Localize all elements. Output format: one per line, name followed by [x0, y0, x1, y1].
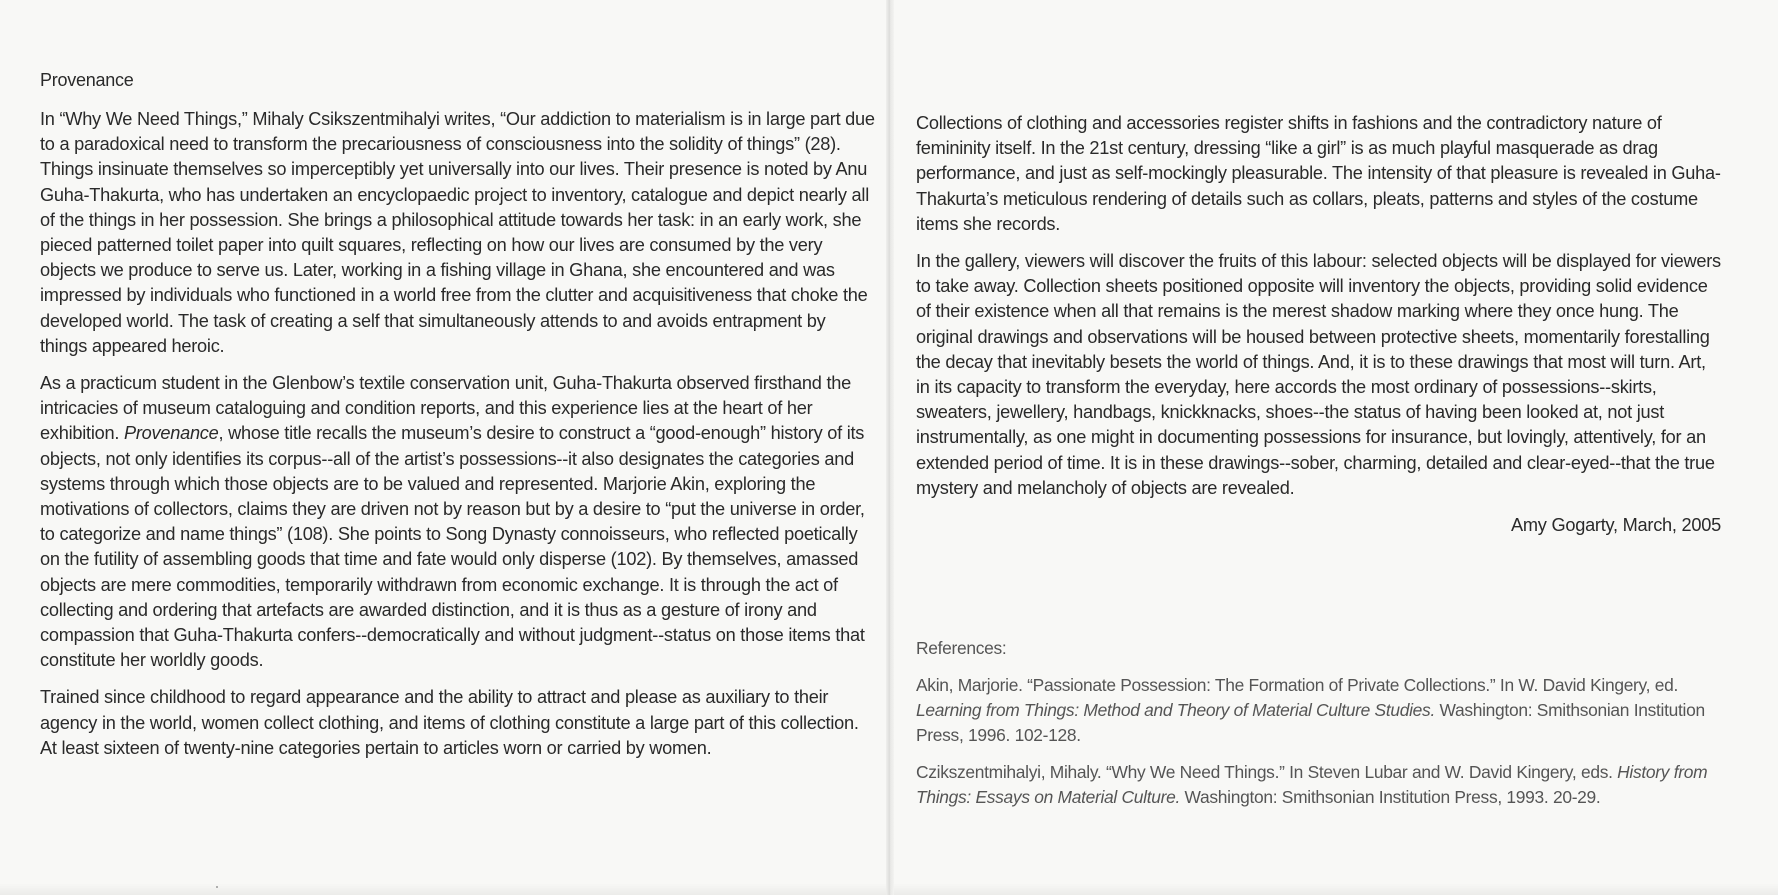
essay-paragraph-1: In “Why We Need Things,” Mihaly Csikszentmihalyi writes, “Our addiction to materialism is in large part due to a paradoxical need to transform the precariousness of consciousness into the solidity of things” (28). Things insinuate themselves so imperceptibly yet universally into our lives. Their presence is noted by Anu Guha-Thakurta, who has undertaken an encyclopaedic project to inventory, catalogue and depict nearly all of the things in her possession. She brings a philosophical attitude towards her task: in an early work, she pieced patterned toilet paper into quilt squares, reflecting on how our lives are consumed by the very objects we produce to serve us. Later, working in a fishing village in Ghana, she encountered and was impressed by individuals who functioned in a world free from the clutter and acquisitiveness that choke the developed world. The task of creating a self that simultaneously attends to and avoids entrapment by things appeared heroic.: [40, 109, 875, 356]
page-edge-shadow: [0, 883, 888, 895]
reference-text: Akin, Marjorie. “Passionate Possession: The Formation of Private Collections.” In W. David Kingery, ed.: [916, 675, 1678, 695]
reference-item: [916, 760, 1721, 810]
reference-book-title: Learning from Things: Method and Theory of Material Culture Studies.: [916, 700, 1435, 720]
essay-paragraph-5: In the gallery, viewers will discover the fruits of this labour: selected objects will be displayed for viewers to take away. Collection sheets positioned opposite will inventory the objects, providing solid evidence of their existence when all that remains is the merest shadow marking where they once hung. The original drawings and observations will be housed between protective sheets, momentarily forestalling the decay that inevitably besets the world of things. And, it is to these drawings that most will turn. Art, in its capacity to transform the everyday, here accords the most ordinary of possessions--skirts, sweaters, jewellery, handbags, knickknacks, shoes--the status of having been looked at, not just instrumentally, as one might in documenting possessions for insurance, but lovingly, attentively, for an extended period of time. It is in these drawings--sober, charming, detailed and clear-eyed--that the true mystery and melancholy of objects are revealed.: [916, 251, 1721, 498]
reference-text: Washington: Smithsonian Institution Press, 1996. 102-128.: [916, 700, 1705, 745]
paragraph-text: As a practicum student in the Glenbow’s textile conservation unit, Guha-Thakurta observed firsthand the intricacies of museum cataloguing and condition reports, and this experience lies at the heart of her exhibition.: [40, 373, 851, 444]
author-signature: Amy Gogarty, March, 2005: [1511, 515, 1721, 536]
page-gutter: [886, 0, 894, 895]
print-speck: [216, 886, 218, 888]
essay-paragraph-4: Collections of clothing and accessories register shifts in fashions and the contradictory nature of femininity itself. In the 21st century, dressing “like a girl” is as much playful masquerade as drag performance, and just as self-mockingly pleasurable. The intensity of that pleasure is revealed in Guha-Thakurta’s meticulous rendering of details such as collars, pleats, patterns and styles of the costume items she records.: [916, 113, 1721, 234]
reference-text: Washington: Smithsonian Institution Press, 1993. 20-29.: [1180, 787, 1601, 807]
left-column: [40, 68, 875, 773]
page-edge-shadow: [890, 883, 1778, 895]
essay-heading: Provenance: [40, 70, 134, 90]
essay-paragraph-2: [40, 371, 875, 673]
reference-item: [916, 673, 1721, 748]
exhibition-title: Provenance: [123, 423, 219, 444]
essay-paragraph-3: Trained since childhood to regard appearance and the ability to attract and please as auxiliary to their agency in the world, women collect clothing, and items of clothing constitute a large part of this collection. At least sixteen of twenty-nine categories pertain to articles worn or carried by women.: [40, 687, 859, 758]
references-title: References:: [916, 638, 1007, 658]
right-column: [916, 111, 1721, 538]
references-section: [916, 636, 1721, 822]
reference-text: Czikszentmihalyi, Mihaly. “Why We Need Things.” In Steven Lubar and W. David Kingery, eds.: [916, 762, 1618, 782]
paragraph-text: , whose title recalls the museum’s desire to construct a “good-enough” history of its objects, not only identifies its corpus--all of the artist’s possessions--it also designates the categories and systems through which those objects are to be valued and represented. Marjorie Akin, exploring the motivations of collectors, claims they are driven not by reason but by a desire to “put the universe in order, to categorize and name things” (108). She points to Song Dynasty connoisseurs, who reflected poetically on the futility of assembling goods that time and fate would only disperse (102). By themselves, amassed objects are mere commodities, temporarily withdrawn from economic exchange. It is through the act of collecting and ordering that artefacts are awarded distinction, and it is thus as a gesture of irony and compassion that Guha-Thakurta confers--democratically and without judgment--status on those items that constitute her worldly goods.: [40, 423, 865, 671]
reference-book-title: History from Things: Essays on Material Culture.: [916, 762, 1708, 807]
